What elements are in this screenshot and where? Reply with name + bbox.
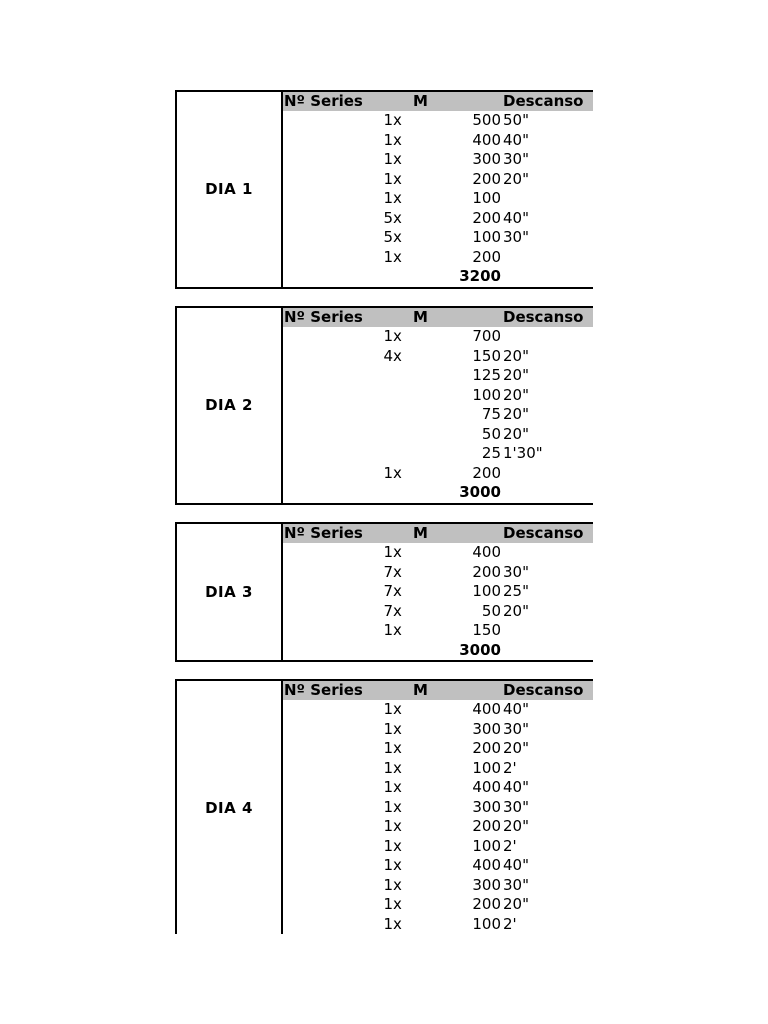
times-sign: x xyxy=(393,543,402,561)
day-label: DIA 1 xyxy=(175,90,283,289)
day-block xyxy=(175,306,593,505)
header-series: Nº Series xyxy=(284,308,363,326)
table-row xyxy=(283,444,593,464)
table-row xyxy=(283,131,593,151)
series-count: 5 xyxy=(383,208,393,227)
meters-value: 400 xyxy=(472,543,501,561)
header-rest: Descanso xyxy=(503,92,584,110)
meters-value: 200 xyxy=(472,247,501,266)
meters-value: 200 xyxy=(472,895,501,913)
rest-value: 40" xyxy=(503,856,529,874)
table-row xyxy=(283,602,593,622)
table-row xyxy=(283,405,593,425)
table-row xyxy=(283,895,593,915)
rest-value: 50" xyxy=(503,111,529,129)
table-row xyxy=(283,582,593,602)
rest-value: 20" xyxy=(503,601,529,620)
series-count: 1 xyxy=(383,875,393,894)
meters-value: 200 xyxy=(472,169,501,188)
series-count: 4 xyxy=(383,346,393,365)
table-row xyxy=(283,798,593,818)
times-sign: x xyxy=(393,875,402,894)
series-count: 7 xyxy=(383,582,393,600)
times-sign: x xyxy=(393,582,402,600)
times-sign: x xyxy=(393,797,402,816)
rest-value: 30" xyxy=(503,875,529,894)
meters-value: 150 xyxy=(472,346,501,365)
day-block xyxy=(175,679,593,934)
times-sign: x xyxy=(393,895,402,913)
meters-value: 100 xyxy=(472,385,501,404)
times-sign: x xyxy=(393,189,402,207)
table-row xyxy=(283,543,593,563)
series-count: 1 xyxy=(383,111,393,129)
series-count: 1 xyxy=(383,621,393,639)
rest-value: 20" xyxy=(503,385,529,404)
header-meters: M xyxy=(413,524,428,542)
meters-value: 150 xyxy=(472,621,501,639)
series-count: 1 xyxy=(383,895,393,913)
series-count: 1 xyxy=(383,327,393,345)
header-rest: Descanso xyxy=(503,308,584,326)
rest-value: 40" xyxy=(503,700,529,718)
table-row xyxy=(283,228,593,248)
rest-value: 2' xyxy=(503,836,517,855)
rest-value: 1'30" xyxy=(503,444,543,462)
rest-value: 20" xyxy=(503,739,529,757)
rest-value: 20" xyxy=(503,346,529,365)
day-label: DIA 3 xyxy=(175,522,283,662)
meters-value: 400 xyxy=(472,778,501,796)
rest-value: 20" xyxy=(503,895,529,913)
meters-value: 200 xyxy=(472,739,501,757)
table-row xyxy=(283,111,593,131)
header-meters: M xyxy=(413,92,428,110)
series-count: 1 xyxy=(383,247,393,266)
table-row xyxy=(283,817,593,837)
times-sign: x xyxy=(393,719,402,738)
table-row xyxy=(283,915,593,935)
table-header xyxy=(283,308,593,327)
total-meters: 3000 xyxy=(459,640,501,659)
meters-value: 500 xyxy=(472,111,501,129)
times-sign: x xyxy=(393,601,402,620)
meters-value: 100 xyxy=(472,582,501,600)
table-row xyxy=(283,248,593,268)
rest-value: 2' xyxy=(503,914,517,933)
day-block xyxy=(175,522,593,662)
rest-value: 40" xyxy=(503,778,529,796)
meters-value: 100 xyxy=(472,189,501,207)
total-meters: 3200 xyxy=(459,267,501,285)
series-count: 1 xyxy=(383,856,393,874)
table-row xyxy=(283,366,593,386)
meters-value: 50 xyxy=(481,424,501,443)
table-row xyxy=(283,347,593,367)
rest-value: 20" xyxy=(503,424,529,443)
rest-value: 30" xyxy=(503,150,529,168)
meters-value: 200 xyxy=(472,817,501,835)
table-row xyxy=(283,425,593,445)
series-count: 1 xyxy=(383,719,393,738)
header-meters: M xyxy=(413,308,428,326)
times-sign: x xyxy=(393,836,402,855)
series-count: 1 xyxy=(383,778,393,796)
series-count: 1 xyxy=(383,914,393,933)
series-count: 1 xyxy=(383,130,393,149)
meters-value: 200 xyxy=(472,463,501,482)
meters-value: 300 xyxy=(472,797,501,816)
meters-value: 400 xyxy=(472,700,501,718)
table-row xyxy=(283,327,593,347)
table-row xyxy=(283,856,593,876)
times-sign: x xyxy=(393,621,402,639)
series-count: 1 xyxy=(383,543,393,561)
series-count: 1 xyxy=(383,797,393,816)
meters-value: 300 xyxy=(472,875,501,894)
rest-value: 20" xyxy=(503,817,529,835)
day-table xyxy=(283,679,593,934)
rest-value: 25" xyxy=(503,582,529,600)
times-sign: x xyxy=(393,778,402,796)
day-block xyxy=(175,90,593,289)
series-count: 1 xyxy=(383,817,393,835)
table-row xyxy=(283,700,593,720)
times-sign: x xyxy=(393,130,402,149)
meters-value: 125 xyxy=(472,366,501,384)
times-sign: x xyxy=(393,346,402,365)
times-sign: x xyxy=(393,463,402,482)
meters-value: 100 xyxy=(472,758,501,777)
rest-value: 20" xyxy=(503,366,529,384)
series-count: 7 xyxy=(383,601,393,620)
table-row xyxy=(283,209,593,229)
series-count: 1 xyxy=(383,700,393,718)
times-sign: x xyxy=(393,150,402,168)
header-series: Nº Series xyxy=(284,524,363,542)
header-rest: Descanso xyxy=(503,681,584,699)
series-count: 1 xyxy=(383,463,393,482)
rest-value: 20" xyxy=(503,405,529,423)
times-sign: x xyxy=(393,856,402,874)
rest-value: 30" xyxy=(503,228,529,246)
series-count: 1 xyxy=(383,150,393,168)
times-sign: x xyxy=(393,247,402,266)
rest-value: 20" xyxy=(503,169,529,188)
header-series: Nº Series xyxy=(284,92,363,110)
day-table xyxy=(283,522,593,662)
times-sign: x xyxy=(393,111,402,129)
series-count: 5 xyxy=(383,228,393,246)
meters-value: 100 xyxy=(472,836,501,855)
times-sign: x xyxy=(393,562,402,581)
total-meters: 3000 xyxy=(459,483,501,501)
series-count: 1 xyxy=(383,739,393,757)
meters-value: 25 xyxy=(481,444,501,462)
table-row xyxy=(283,464,593,484)
table-row xyxy=(283,720,593,740)
table-row xyxy=(283,170,593,190)
meters-value: 200 xyxy=(472,562,501,581)
meters-value: 400 xyxy=(472,856,501,874)
meters-value: 300 xyxy=(472,719,501,738)
meters-value: 50 xyxy=(481,601,501,620)
table-row xyxy=(283,759,593,779)
series-count: 1 xyxy=(383,169,393,188)
times-sign: x xyxy=(393,700,402,718)
header-meters: M xyxy=(413,681,428,699)
series-count: 1 xyxy=(383,836,393,855)
rest-value: 40" xyxy=(503,208,529,227)
times-sign: x xyxy=(393,758,402,777)
table-header xyxy=(283,92,593,111)
day-table xyxy=(283,90,593,289)
times-sign: x xyxy=(393,914,402,933)
table-row xyxy=(283,739,593,759)
table-row xyxy=(283,876,593,896)
day-label: DIA 4 xyxy=(175,679,283,934)
rest-value: 30" xyxy=(503,562,529,581)
table-row xyxy=(283,150,593,170)
table-row xyxy=(283,621,593,641)
times-sign: x xyxy=(393,327,402,345)
meters-value: 100 xyxy=(472,228,501,246)
rest-value: 30" xyxy=(503,797,529,816)
day-table xyxy=(283,306,593,505)
table-row xyxy=(283,563,593,583)
series-count: 1 xyxy=(383,758,393,777)
meters-value: 700 xyxy=(472,327,501,345)
total-row xyxy=(283,641,593,661)
table-header xyxy=(283,524,593,543)
times-sign: x xyxy=(393,739,402,757)
times-sign: x xyxy=(393,228,402,246)
times-sign: x xyxy=(393,208,402,227)
table-header xyxy=(283,681,593,700)
meters-value: 200 xyxy=(472,208,501,227)
total-row xyxy=(283,267,593,287)
table-row xyxy=(283,386,593,406)
header-series: Nº Series xyxy=(284,681,363,699)
series-count: 7 xyxy=(383,562,393,581)
meters-value: 100 xyxy=(472,914,501,933)
times-sign: x xyxy=(393,817,402,835)
meters-value: 300 xyxy=(472,150,501,168)
times-sign: x xyxy=(393,169,402,188)
series-count: 1 xyxy=(383,189,393,207)
rest-value: 40" xyxy=(503,130,529,149)
table-row xyxy=(283,837,593,857)
rest-value: 2' xyxy=(503,758,517,777)
total-row xyxy=(283,483,593,503)
header-rest: Descanso xyxy=(503,524,584,542)
meters-value: 75 xyxy=(481,405,501,423)
day-label: DIA 2 xyxy=(175,306,283,505)
table-row xyxy=(283,189,593,209)
table-row xyxy=(283,778,593,798)
rest-value: 30" xyxy=(503,719,529,738)
meters-value: 400 xyxy=(472,130,501,149)
